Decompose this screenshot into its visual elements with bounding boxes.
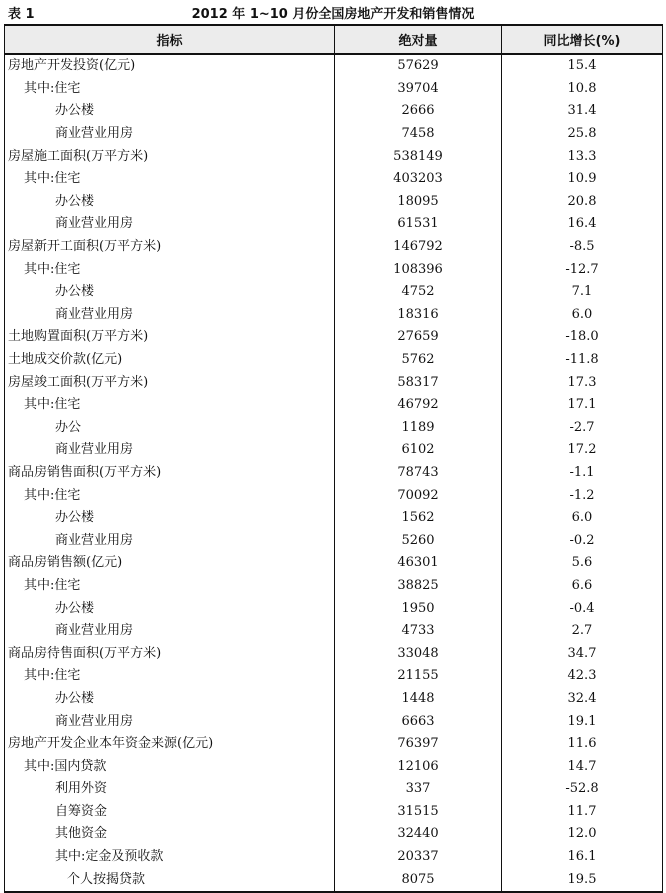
table-row [5,755,663,778]
row-indicator: 房地产开发企业本年资金来源(亿元) [5,733,335,756]
row-indicator: 商业营业用房 [5,304,335,327]
table-number: 表 1 [8,7,35,22]
row-absolute-value: 57629 [335,54,502,78]
row-absolute-value: 27659 [335,326,502,349]
row-indicator: 办公楼 [5,597,335,620]
table-row [5,54,663,78]
row-indicator: 房屋施工面积(万平方米) [5,145,335,168]
row-growth-rate: 32.4 [502,688,663,711]
row-growth-rate: -8.5 [502,236,663,259]
table-row [5,304,663,327]
row-growth-rate: 13.3 [502,145,663,168]
table-row [5,620,663,643]
row-absolute-value: 337 [335,778,502,801]
row-indicator: 房地产开发投资(亿元) [5,54,335,78]
table-row [5,823,663,846]
table-row [5,371,663,394]
row-absolute-value: 61531 [335,213,502,236]
row-indicator: 办公楼 [5,191,335,214]
row-growth-rate: 11.7 [502,801,663,824]
header-row [5,25,663,54]
table-row [5,439,663,462]
row-absolute-value: 6102 [335,439,502,462]
row-growth-rate: -1.2 [502,484,663,507]
row-indicator: 商业营业用房 [5,123,335,146]
row-growth-rate: 19.5 [502,868,663,892]
row-growth-rate: 15.4 [502,54,663,78]
row-growth-rate: -12.7 [502,258,663,281]
header-absolute: 绝对量 [335,25,502,54]
table-row [5,417,663,440]
row-indicator: 其中:住宅 [5,484,335,507]
row-absolute-value: 70092 [335,484,502,507]
row-absolute-value: 38825 [335,575,502,598]
table-row [5,394,663,417]
row-growth-rate: 6.6 [502,575,663,598]
table-row [5,642,663,665]
statistics-table [4,24,663,893]
row-growth-rate: 14.7 [502,755,663,778]
row-absolute-value: 20337 [335,846,502,869]
row-indicator: 其中:住宅 [5,78,335,101]
row-indicator: 其他资金 [5,823,335,846]
row-indicator: 办公楼 [5,688,335,711]
row-indicator: 商品房销售额(亿元) [5,552,335,575]
table-row [5,597,663,620]
row-absolute-value: 4733 [335,620,502,643]
table-row [5,710,663,733]
row-absolute-value: 18095 [335,191,502,214]
row-absolute-value: 1562 [335,507,502,530]
row-growth-rate: 19.1 [502,710,663,733]
row-absolute-value: 12106 [335,755,502,778]
header-growth: 同比增长(%) [502,25,663,54]
row-growth-rate: -52.8 [502,778,663,801]
row-growth-rate: 34.7 [502,642,663,665]
row-absolute-value: 46792 [335,394,502,417]
row-absolute-value: 108396 [335,258,502,281]
table-row [5,100,663,123]
row-indicator: 商业营业用房 [5,710,335,733]
row-growth-rate: 12.0 [502,823,663,846]
row-indicator: 土地成交价款(亿元) [5,349,335,372]
table-row [5,733,663,756]
table-row [5,281,663,304]
table-row [5,665,663,688]
row-growth-rate: -0.4 [502,597,663,620]
row-indicator: 商品房销售面积(万平方米) [5,462,335,485]
row-growth-rate: 10.8 [502,78,663,101]
row-indicator: 办公楼 [5,281,335,304]
row-absolute-value: 39704 [335,78,502,101]
row-growth-rate: 11.6 [502,733,663,756]
row-indicator: 其中:定金及预收款 [5,846,335,869]
table-row [5,123,663,146]
row-absolute-value: 31515 [335,801,502,824]
row-absolute-value: 538149 [335,145,502,168]
row-indicator: 办公楼 [5,100,335,123]
row-absolute-value: 8075 [335,868,502,892]
row-indicator: 商业营业用房 [5,213,335,236]
row-absolute-value: 1950 [335,597,502,620]
row-indicator: 自筹资金 [5,801,335,824]
row-absolute-value: 1448 [335,688,502,711]
row-growth-rate: 16.4 [502,213,663,236]
row-growth-rate: 2.7 [502,620,663,643]
row-growth-rate: 17.3 [502,371,663,394]
row-growth-rate: 31.4 [502,100,663,123]
row-absolute-value: 33048 [335,642,502,665]
table-row [5,168,663,191]
row-growth-rate: -18.0 [502,326,663,349]
row-absolute-value: 46301 [335,552,502,575]
row-indicator: 房屋竣工面积(万平方米) [5,371,335,394]
row-absolute-value: 403203 [335,168,502,191]
row-growth-rate: 10.9 [502,168,663,191]
table-row [5,868,663,892]
table-row [5,846,663,869]
table-caption [0,0,666,22]
row-indicator: 其中:国内贷款 [5,755,335,778]
row-absolute-value: 58317 [335,371,502,394]
row-absolute-value: 2666 [335,100,502,123]
table-row [5,258,663,281]
table-row [5,801,663,824]
table-row [5,78,663,101]
row-growth-rate: -2.7 [502,417,663,440]
row-growth-rate: 17.2 [502,439,663,462]
row-indicator: 其中:住宅 [5,665,335,688]
row-indicator: 个人按揭贷款 [5,868,335,892]
table-row [5,778,663,801]
table-row [5,552,663,575]
row-growth-rate: 20.8 [502,191,663,214]
row-absolute-value: 5762 [335,349,502,372]
table-row [5,575,663,598]
table-row [5,484,663,507]
row-absolute-value: 6663 [335,710,502,733]
row-absolute-value: 1189 [335,417,502,440]
row-absolute-value: 78743 [335,462,502,485]
row-growth-rate: -0.2 [502,529,663,552]
row-absolute-value: 18316 [335,304,502,327]
table-row [5,462,663,485]
table-row [5,145,663,168]
row-growth-rate: 16.1 [502,846,663,869]
row-indicator: 办公楼 [5,507,335,530]
table-row [5,507,663,530]
row-growth-rate: 6.0 [502,304,663,327]
row-indicator: 利用外资 [5,778,335,801]
table-row [5,326,663,349]
row-indicator: 其中:住宅 [5,575,335,598]
row-absolute-value: 4752 [335,281,502,304]
table-row [5,236,663,259]
table-row [5,213,663,236]
row-absolute-value: 76397 [335,733,502,756]
row-growth-rate: 7.1 [502,281,663,304]
row-growth-rate: -1.1 [502,462,663,485]
row-absolute-value: 32440 [335,823,502,846]
table-row [5,688,663,711]
row-growth-rate: 5.6 [502,552,663,575]
row-growth-rate: 25.8 [502,123,663,146]
table-title: 2012 年 1~10 月份全国房地产开发和销售情况 [191,7,475,22]
row-indicator: 其中:住宅 [5,258,335,281]
row-growth-rate: 6.0 [502,507,663,530]
row-absolute-value: 146792 [335,236,502,259]
row-indicator: 商业营业用房 [5,529,335,552]
row-growth-rate: 42.3 [502,665,663,688]
row-indicator: 商业营业用房 [5,439,335,462]
row-absolute-value: 21155 [335,665,502,688]
row-growth-rate: -11.8 [502,349,663,372]
row-growth-rate: 17.1 [502,394,663,417]
row-indicator: 房屋新开工面积(万平方米) [5,236,335,259]
row-indicator: 其中:住宅 [5,394,335,417]
row-absolute-value: 5260 [335,529,502,552]
table-body [5,54,663,892]
table-row [5,529,663,552]
row-indicator: 土地购置面积(万平方米) [5,326,335,349]
row-indicator: 商品房待售面积(万平方米) [5,642,335,665]
row-indicator: 其中:住宅 [5,168,335,191]
table-row [5,349,663,372]
table-row [5,191,663,214]
row-indicator: 商业营业用房 [5,620,335,643]
row-indicator: 办公 [5,417,335,440]
header-indicator: 指标 [5,25,335,54]
row-absolute-value: 7458 [335,123,502,146]
